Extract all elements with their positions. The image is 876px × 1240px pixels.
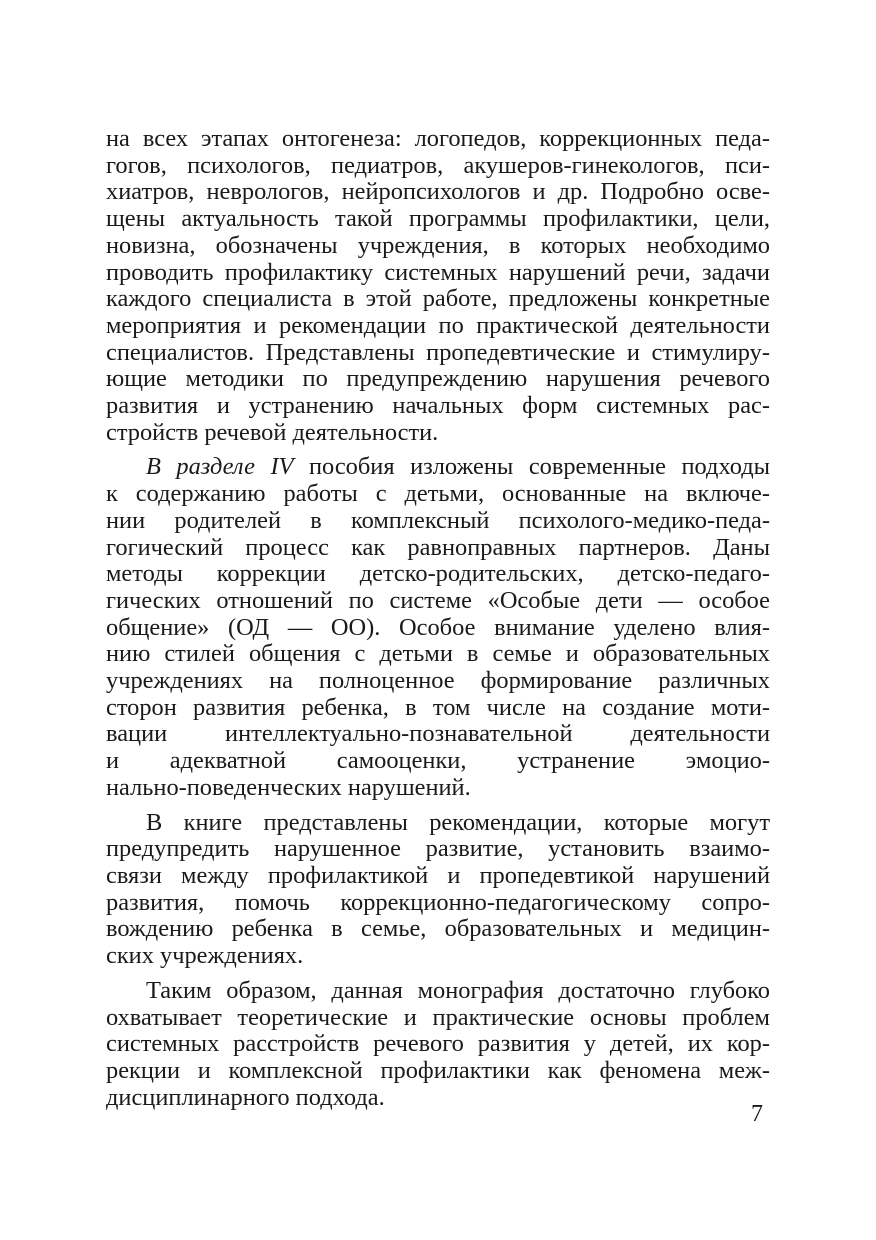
text-line: нально-поведенческих нарушений. [106, 773, 471, 801]
text-line [106, 454, 770, 481]
text-line: вождению ребенка в семье, образовательных и медицин- [106, 915, 770, 943]
text-line: Таким образом, данная монография достаточно глубоко [146, 976, 770, 1004]
text-line: предупредить нарушенное развитие, установить взаимо- [106, 835, 770, 863]
text-line: к содержанию работы с детьми, основанные на включе- [106, 480, 770, 508]
section-reference: В разделе IV [146, 453, 294, 481]
text-line: хиатров, неврологов, нейропсихологов и др. Подробно осве- [106, 178, 770, 206]
text-line: нии родителей в комплексный психолого-медико-педа- [106, 506, 770, 534]
text-line: В книге представлены рекомендации, которые могут [146, 808, 770, 836]
text-line: гических отношений по системе «Особые дети — особое [106, 586, 770, 614]
text-line: вации интеллектуально-познавательной деятельности [106, 720, 770, 748]
text-line: системных расстройств речевого развития у детей, их кор- [106, 1030, 770, 1058]
text-line: проводить профилактику системных нарушений речи, задачи [106, 258, 770, 286]
text-line: ских учреждениях. [106, 942, 304, 970]
text-line: общение» (ОД — ОО). Особое внимание уделено влия- [106, 613, 770, 641]
text-line: ющие методики по предупреждению нарушения речевого [106, 365, 770, 393]
text-line: учреждениях на полноценное формирование различных [106, 667, 770, 695]
text-line: дисциплинарного подхода. [106, 1083, 385, 1111]
page-number: 7 [751, 1101, 763, 1127]
text-line: новизна, обозначены учреждения, в которых необходимо [106, 231, 770, 259]
text-line: связи между профилактикой и пропедевтикой нарушений [106, 861, 770, 889]
text-line: гогов, психологов, педиатров, акушеров-гинекологов, пси- [106, 151, 770, 179]
text-line: специалистов. Представлены пропедевтические и стимулиру- [106, 338, 770, 366]
paragraph-2 [106, 454, 770, 801]
text-line: рекции и комплексной профилактики как феномена меж- [106, 1056, 770, 1084]
text-line: охватывает теоретические и практические основы проблем [106, 1003, 770, 1031]
paragraph-4 [106, 978, 770, 1112]
text-line: каждого специалиста в этой работе, предложены конкретные [106, 285, 770, 313]
text-line: развития, помочь коррекционно-педагогическому сопро- [106, 888, 770, 916]
paragraph-3 [106, 810, 770, 970]
text-line: на всех этапах онтогенеза: логопедов, коррекционных педа- [106, 125, 770, 152]
paragraph-1 [106, 126, 770, 446]
page-body [106, 126, 770, 1111]
text-line: сторон развития ребенка, в том числе на создание моти- [106, 693, 770, 721]
text-line: развития и устранению начальных форм системных рас- [106, 392, 770, 420]
text-line: методы коррекции детско-родительских, детско-педаго- [106, 560, 770, 588]
text-line: щены актуальность такой программы профилактики, цели, [106, 205, 770, 233]
text-fragment: пособия изложены современные подходы [293, 453, 770, 481]
text-line: нию стилей общения с детьми в семье и образовательных [106, 640, 770, 668]
text-line: стройств речевой деятельности. [106, 418, 439, 446]
text-line: и адекватной самооценки, устранение эмоцио- [106, 747, 770, 775]
text-line: мероприятия и рекомендации по практической деятельности [106, 311, 770, 339]
text-line: гогический процесс как равноправных партнеров. Даны [106, 533, 770, 561]
